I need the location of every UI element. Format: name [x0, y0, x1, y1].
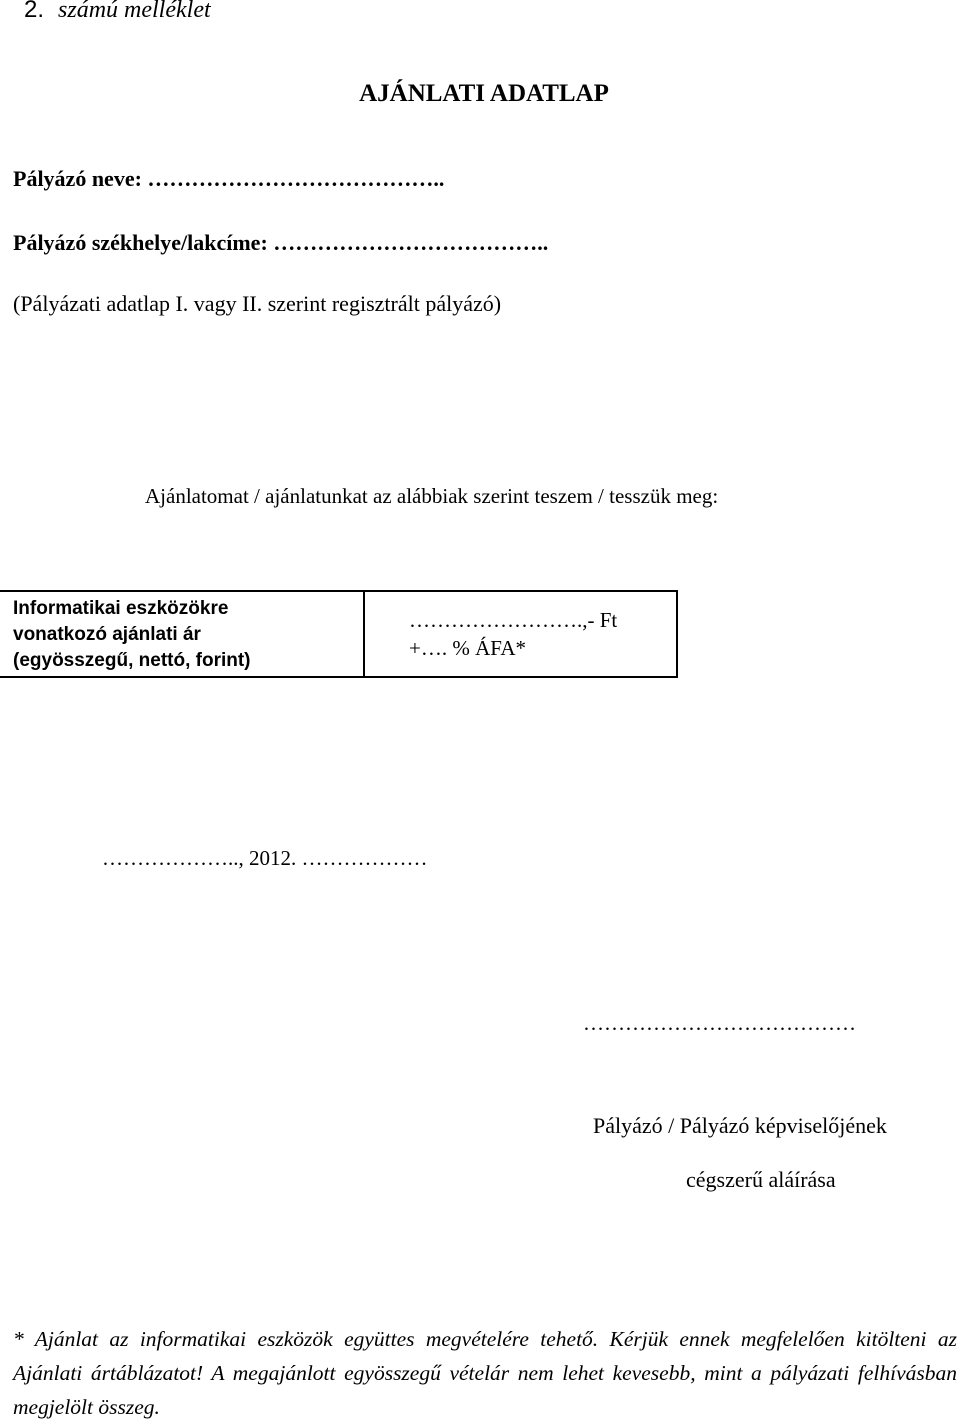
offer-intro-text: Ajánlatomat / ajánlatunkat az alábbiak szerint teszem / tesszük meg: — [145, 484, 719, 508]
offer-label-line: vonatkozó ajánlati ár — [13, 624, 201, 645]
offer-label-line: (egyösszegű, nettó, forint) — [13, 650, 251, 671]
annex-label: számú melléklet — [58, 0, 211, 23]
offer-label-line: Informatikai eszközökre — [13, 598, 229, 619]
annex-heading — [24, 0, 211, 26]
offer-table — [0, 590, 678, 678]
offer-amount-line: …………………….,- Ft — [409, 608, 618, 632]
offer-label-cell — [0, 591, 364, 677]
applicant-name-field: Pályázó neve: ………………………………….. — [13, 166, 445, 191]
annex-number: 2. — [24, 0, 45, 23]
date-line: ……………….., 2012. ……………… — [102, 846, 428, 870]
offer-vat-line: +…. % ÁFA* — [409, 636, 527, 660]
registration-note: (Pályázati adatlap I. vagy II. szerint regisztrált pályázó) — [13, 291, 502, 316]
signature-caption-1: Pályázó / Pályázó képviselőjének — [593, 1113, 887, 1138]
applicant-address-field: Pályázó székhelye/lakcíme: ……………………………….. — [13, 230, 549, 255]
document-title: AJÁNLATI ADATLAP — [359, 80, 609, 107]
offer-value-cell — [364, 591, 677, 677]
signature-line: ………………………………… — [583, 1011, 856, 1035]
signature-caption-2: cégszerű aláírása — [686, 1167, 836, 1192]
footnote: * Ajánlat az informatikai eszközök együttes megvételére tehető. Kérjük ennek megfelelően kitölteni az Ajánlati ártáblázatot! A megajánlott egyösszegű vételár nem lehet kevesebb, mint a pályázati felhívásban megjelölt összeg. — [13, 1327, 957, 1419]
